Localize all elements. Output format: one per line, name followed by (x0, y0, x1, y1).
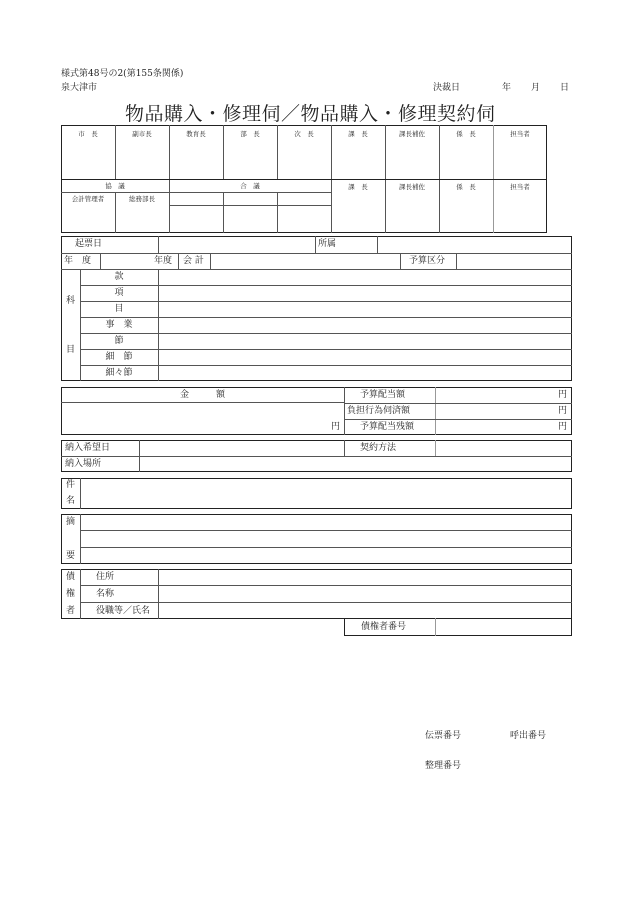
yosan-haito-label: 予算配当額 (360, 390, 406, 400)
yobidashi-label: 呼出番号 (510, 731, 547, 741)
kihyo-date-label: 起票日 (75, 239, 103, 249)
aigi-label: 合 議 (240, 182, 260, 190)
kamoku-label-bottom: 目 (66, 345, 76, 355)
approver-superintendent: 教育長 (186, 130, 206, 138)
contract-method-field[interactable] (436, 441, 570, 455)
delivery-place-field[interactable] (140, 457, 570, 471)
summary-label-top: 摘 (66, 517, 76, 527)
approver-section-chief: 課 長 (348, 130, 368, 138)
day-label: 日 (560, 83, 570, 93)
year-label: 年 (502, 83, 512, 93)
creditor-side-3: 者 (66, 606, 76, 616)
approver-mayor: 市 長 (78, 130, 98, 138)
denpyo-label: 伝票番号 (425, 731, 462, 741)
kibou-date-label: 納入希望日 (65, 443, 111, 453)
delivery-place-label: 納入場所 (65, 459, 102, 469)
futan-koui-yen: 円 (558, 406, 568, 416)
creditor-number-field[interactable] (436, 619, 570, 634)
kaikei-field[interactable] (211, 254, 399, 268)
kamoku-saisetsu: 細 節 (105, 352, 133, 362)
decision-date-label: 決裁日 (433, 83, 461, 93)
approver-deputy-mayor: 副市長 (132, 130, 152, 138)
yosan-haito-yen: 円 (558, 390, 568, 400)
kamoku-saisaisetsu: 細々節 (105, 368, 133, 378)
kamoku-jigyo: 事 業 (105, 320, 133, 330)
nendo-label: 年 度 (64, 256, 92, 266)
kamoku-kan: 款 (114, 272, 124, 282)
nendo-field[interactable] (101, 254, 151, 268)
kihyo-date-field[interactable] (159, 237, 314, 252)
seiri-label: 整理番号 (425, 761, 462, 771)
approver-assistant-chief: 課長補佐 (399, 130, 425, 138)
kyogi-general-affairs-director: 総務部長 (129, 195, 155, 203)
kyogi-accounting-manager: 会計管理者 (71, 195, 105, 203)
nendo-suffix: 年度 (154, 256, 173, 266)
kingaku-yen: 円 (331, 422, 341, 432)
approver2-staff: 担当者 (510, 183, 530, 191)
subject-label-bottom: 名 (66, 496, 76, 506)
form-number: 様式第48号の2(第155条関係) (61, 69, 184, 79)
kamoku-label-top: 科 (66, 296, 76, 306)
subject-field[interactable] (81, 479, 570, 508)
yosan-zangaku-label: 予算配当残額 (360, 422, 415, 432)
summary-label-bottom: 要 (66, 551, 76, 561)
page-title: 物品購入・修理伺／物品購入・修理契約伺 (125, 103, 496, 125)
creditor-side-1: 債 (66, 572, 76, 582)
contract-method-label: 契約方法 (360, 443, 397, 453)
approver-deputy-director: 次 長 (294, 130, 314, 138)
approver2-assistant-chief: 課長補佐 (399, 183, 425, 191)
shozoku-field[interactable] (378, 237, 570, 252)
approver2-subsection-chief: 係 長 (456, 183, 476, 191)
creditor-side-2: 権 (66, 589, 76, 599)
creditor-address-label: 住所 (96, 572, 115, 582)
creditor-number-label: 債権者番号 (361, 622, 407, 632)
approver-director: 部 長 (240, 130, 260, 138)
kingaku-label: 金 額 (179, 390, 225, 400)
municipality: 泉大津市 (61, 83, 98, 93)
kaikei-label: 会 計 (183, 256, 204, 266)
yosan-kubun-field[interactable] (457, 254, 570, 268)
shozoku-label: 所属 (318, 239, 337, 249)
creditor-address-field[interactable] (159, 570, 570, 584)
approver2-section-chief: 課 長 (348, 183, 368, 191)
yosan-zangaku-yen: 円 (558, 422, 568, 432)
kamoku-kou: 項 (114, 288, 124, 298)
kibou-date-field[interactable] (140, 441, 343, 455)
creditor-title-field[interactable] (159, 603, 570, 618)
subject-label-top: 件 (66, 480, 76, 490)
creditor-name-label: 名称 (96, 589, 115, 599)
kingaku-field[interactable] (62, 403, 332, 434)
kamoku-moku: 目 (114, 304, 124, 314)
kamoku-fields[interactable] (159, 270, 570, 380)
kamoku-setsu: 節 (114, 336, 124, 346)
yosan-kubun-label: 予算区分 (409, 256, 446, 266)
month-label: 月 (531, 83, 541, 93)
approver-subsection-chief: 係 長 (456, 130, 476, 138)
creditor-title-label: 役職等／氏名 (96, 606, 151, 616)
futan-koui-label: 負担行為伺済額 (347, 406, 411, 416)
approver-staff: 担当者 (510, 130, 530, 138)
creditor-name-field[interactable] (159, 586, 570, 601)
kyogi-label: 協 議 (105, 182, 125, 190)
summary-field[interactable] (81, 515, 570, 563)
